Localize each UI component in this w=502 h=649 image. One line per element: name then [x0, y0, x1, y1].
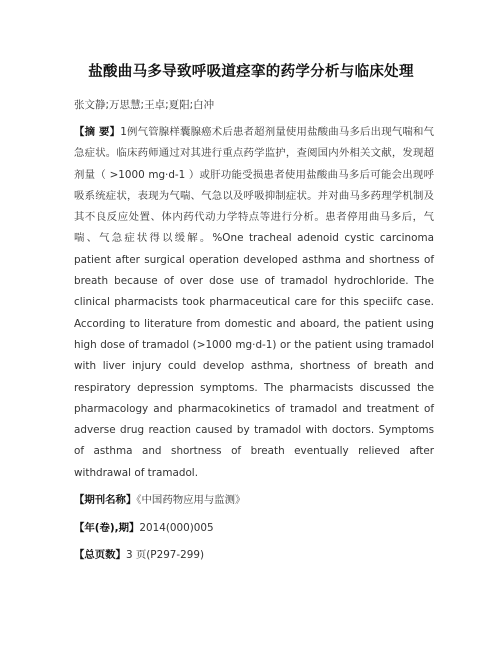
journal-name-row [74, 491, 245, 506]
abstract-text: 1例气管腺样囊腺癌术后患者超剂量使用盐酸曲马多后出现气喘和气急症状。临床药师通过对其进行重点药学监护，查阅国内外相关文献，发现超剂量（ >1000 mg·d-1 ）或肝功能受损患者使用盐酸曲马多后可能会出现呼吸系统症状，表现为气喘、气急以及呼吸抑制症状。并对曲马多药理学机制及其不良反应处置、体内药代动力学特点等进行分析。患者停用曲马多后，气喘、气急症状得以缓解。%One tracheal adenoid cystic carcinoma patient after surgical operation developed asthma and shortness of breath because of over dose use of tramadol hydrochloride. The clinical pharmacists took pharmaceutical care for this speciifc case. According to literature from domestic and aboard, the patient using high dose of tramadol (>1000 mg·d-1) or the patient using tramadol with liver injury could develop asthma, shortness of breath and respiratory depression symptoms. The pharmacists discussed the pharmacology and pharmacokinetics of tramadol and treatment of adverse drug reaction caused by tramadol with doctors. Symptoms of asthma and shortness of breath eventually relieved after withdrawal of tramadol. [74, 126, 435, 479]
page-count-value: 3 页(P297-299) [125, 549, 205, 561]
volume-issue-value: 2014(000)005 [139, 522, 214, 534]
journal-name-label: 【期刊名称】 [74, 494, 137, 506]
journal-name-value: 《中国药物应用与监测》 [136, 494, 246, 506]
page-count-row [74, 546, 204, 561]
abstract-label: 【摘 要】 [74, 126, 121, 138]
page-count-label: 【总页数】 [74, 549, 126, 561]
paper-title: 盐酸曲马多导致呼吸道痉挛的药学分析与临床处理 [88, 64, 414, 80]
abstract-paragraph [74, 122, 434, 484]
volume-issue-row [74, 519, 214, 534]
volume-issue-label: 【年(卷),期】 [74, 522, 140, 534]
author-list: 张文静;万思慧;王卓;夏阳;白冲 [74, 99, 215, 111]
